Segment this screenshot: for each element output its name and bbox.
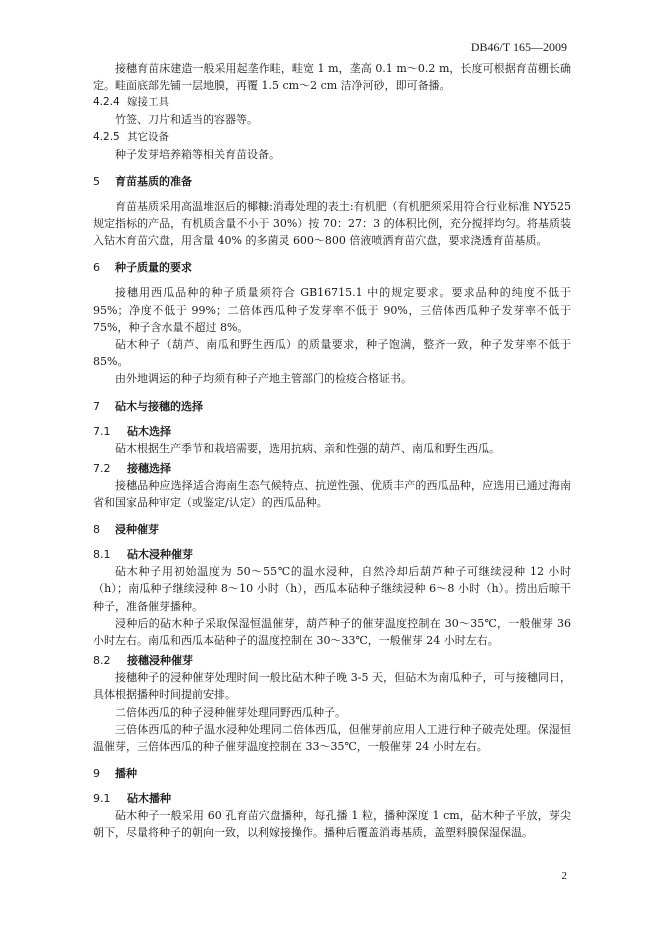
- subsection-heading: [93, 790, 571, 807]
- heading-title: 接穗浸种催芽: [127, 654, 193, 668]
- subsection-heading: [93, 423, 571, 440]
- body-paragraph: 二倍体西瓜的种子浸种催芽处理同野西瓜种子。: [115, 705, 346, 719]
- heading-title: 种子质量的要求: [115, 261, 192, 275]
- heading-title: 砧木与接穗的选择: [115, 399, 203, 413]
- document-code: DB46/T 165—2009: [470, 40, 567, 54]
- heading-number: 6: [93, 261, 100, 275]
- body-paragraph: 由外地调运的种子均须有种子产地主管部门的检疫合格证书。: [115, 372, 412, 386]
- body-paragraph: 接穗种子的浸种催芽处理时间一般比砧木种子晚 3-5 天，但砧木为南瓜种子，可与接穗同日，具体根据播种时间提前安排。: [93, 671, 571, 702]
- subsection-heading: [93, 460, 571, 477]
- body-paragraph: 育苗基质采用高温堆沤后的椰糠:消毒处理的表土:有机肥（有机肥须采用符合行业标准 NY525 规定指标的产品，有机质含量不小于 30%）按 70：27：3 的体积比例，充分搅拌均匀。将基质装入钻木育苗穴盘，用含量 40% 的多菌灵 600～800 倍液喷洒育苗穴盘，要求浇透育苗基质。: [93, 199, 571, 248]
- heading-title: 播种: [115, 767, 137, 781]
- heading-number: 8: [93, 523, 100, 537]
- heading-number: 4.2.5: [93, 130, 120, 143]
- subsection-heading: [93, 652, 571, 669]
- body-paragraph: 浸种后的砧木种子采取保湿恒温催芽，葫芦种子的催芽温度控制在 30～35℃，一般催芽 36 小时左右。南瓜和西瓜本砧种子的温度控制在 30～33℃，一般催芽 24 小时左右。: [93, 616, 571, 648]
- heading-title: 砧木播种: [127, 792, 171, 806]
- heading-title: 接穗选择: [127, 461, 171, 475]
- subsection-heading: [93, 546, 571, 563]
- body-paragraph: 接穗品种应选择适合海南生态气候特点、抗逆性强、优质丰产的西瓜品种，应选用已通过海南省和国家品种审定（或鉴定/认定）的西瓜品种。: [93, 478, 571, 510]
- heading-number: 9.1: [93, 792, 111, 806]
- heading-title: 嫁接工具: [127, 96, 169, 109]
- body-paragraph: 竹签、刀片和适当的容器等。: [115, 113, 258, 127]
- heading-number: 7.1: [93, 424, 111, 438]
- heading-number: 7: [93, 399, 100, 413]
- body-paragraph: 砧木根据生产季节和栽培需要，选用抗病、亲和性强的葫芦、南瓜和野生西瓜。: [115, 441, 500, 455]
- page-number: 2: [561, 870, 567, 882]
- section-heading: [93, 173, 571, 190]
- section-heading: [93, 398, 571, 415]
- heading-number: 8.1: [93, 548, 111, 562]
- heading-number: 7.2: [93, 461, 111, 475]
- heading-title: 砧木浸种催芽: [127, 548, 193, 562]
- body-paragraph: 砧木种子（葫芦、南瓜和野生西瓜）的质量要求，种子饱满，整齐一致，种子发芽率不低于 85%。: [93, 338, 571, 369]
- heading-number: 5: [93, 174, 100, 188]
- body-paragraph: 砧木种子用初始温度为 50～55℃的温水浸种，自然冷却后葫芦种子可继续浸种 12 小时（h）；南瓜种子继续浸种 8～10 小时（h），西瓜本砧种子继续浸种 6～8 小时（h）。捞出后晾干种子，准备催芽播种。: [93, 565, 571, 613]
- heading-number: 9: [93, 767, 100, 781]
- subsection-heading: [93, 129, 571, 146]
- subsection-heading: [93, 94, 571, 111]
- heading-title: 砧木选择: [127, 424, 171, 438]
- section-heading: [93, 259, 571, 276]
- body-paragraph: 接穗育苗床建造一般采用起垄作畦，畦宽 1 m，垄高 0.1 m～0.2 m，长度可根据育苗棚长确定。畦面底部先铺一层地膜，再覆 1.5 cm～2 cm 洁净河砂，即可备播。: [93, 62, 571, 93]
- heading-title: 其它设备: [127, 130, 169, 143]
- section-heading: [93, 521, 571, 538]
- body-paragraph: 砧木种子一般采用 60 孔育苗穴盘播种，每孔播 1 粒，播种深度 1 cm，砧木种子平放，芽尖朝下，尽量将种子的朝向一致，以利嫁接操作。播种后覆盖消毒基质，盖塑料膜保湿保温。: [93, 809, 571, 840]
- body-paragraph: 种子发芽培养箱等相关育苗设备。: [115, 147, 280, 161]
- heading-number: 8.2: [93, 654, 111, 668]
- section-heading: [93, 765, 571, 782]
- heading-number: 4.2.4: [93, 96, 120, 109]
- body-paragraph: 三倍体西瓜的种子温水浸种处理同二倍体西瓜，但催芽前应用人工进行种子破壳处理。保湿恒温催芽，三倍体西瓜的种子催芽温度控制在 33～35℃，一般催芽 24 小时左右。: [93, 722, 571, 754]
- body-paragraph: 接穗用西瓜品种的种子质量须符合 GB16715.1 中的规定要求。要求品种的纯度不低于 95%；净度不低于 99%；二倍体西瓜种子发芽率不低于 90%，三倍体西瓜种子发芽率不低于 75%，种子含水量不超过 8%。: [93, 286, 571, 334]
- heading-title: 浸种催芽: [115, 523, 159, 537]
- document-body: [93, 60, 571, 842]
- heading-title: 育苗基质的准备: [115, 174, 192, 188]
